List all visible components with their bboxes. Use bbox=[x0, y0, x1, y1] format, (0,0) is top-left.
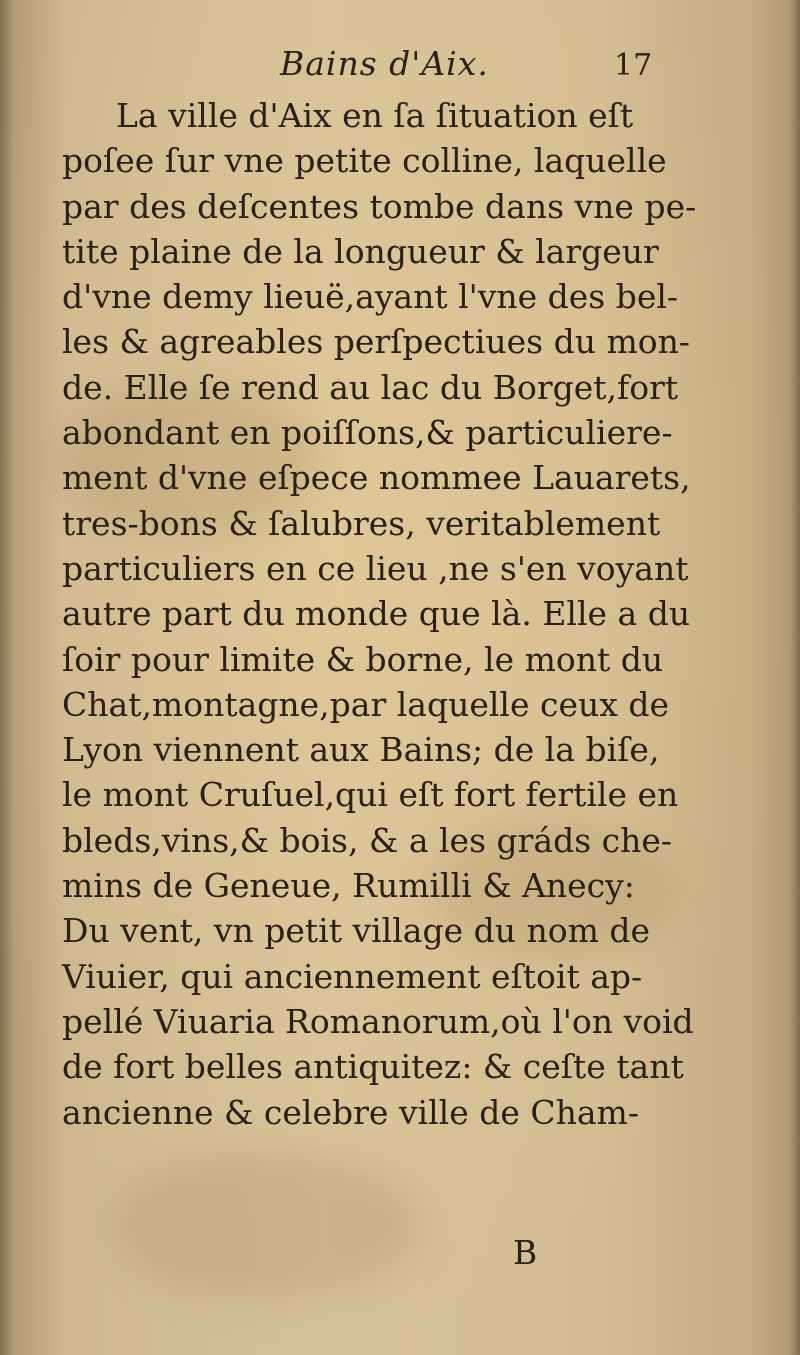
text-line: autre part du monde que là. Elle a du bbox=[62, 594, 691, 634]
text-line: Chat,montagne,par laquelle ceux de bbox=[62, 684, 670, 724]
text-line: ſoir pour limite & borne, le mont du bbox=[62, 639, 664, 679]
text-line: par des deſcentes tombe dans vne pe- bbox=[62, 186, 697, 226]
text-line: le mont Cruſuel,qui eſt fort fertile en bbox=[62, 775, 679, 815]
text-line: tite plaine de la longueur & largeur bbox=[62, 231, 659, 271]
text-line: d'vne demy lieuë,ayant l'vne des bel- bbox=[62, 277, 679, 317]
page-number: 17 bbox=[614, 48, 653, 83]
paper-stain bbox=[120, 1150, 420, 1300]
page-edge-shadow bbox=[790, 0, 800, 1355]
text-line: de fort belles antiquitez: & ceſte tant bbox=[62, 1047, 684, 1087]
text-line: mins de Geneue, Rumilli & Anecy: bbox=[62, 866, 635, 906]
page-header bbox=[0, 44, 800, 94]
signature-mark: B bbox=[513, 1233, 538, 1272]
text-line: abondant en poiſſons,& particuliere- bbox=[62, 413, 673, 453]
text-line: poſee ſur vne petite colline, laquelle bbox=[62, 141, 667, 181]
page-gutter-shadow bbox=[0, 0, 14, 1355]
text-line: tres-bons & ſalubres, veritablement bbox=[62, 503, 661, 543]
text-line: Du vent, vn petit village du nom de bbox=[62, 911, 651, 951]
text-line: Lyon viennent aux Bains; de la biſe, bbox=[62, 730, 660, 770]
text-line: les & agreables perſpectiues du mon- bbox=[62, 322, 691, 362]
text-line: particuliers en ce lieu ,ne s'en voyant bbox=[62, 548, 689, 588]
body-text bbox=[62, 93, 697, 1135]
text-line: ancienne & celebre ville de Cham- bbox=[62, 1092, 639, 1132]
text-line: La ville d'Aix en ſa ſituation eſt bbox=[116, 96, 634, 135]
text-line: bleds,vins,& bois, & a les gráds che- bbox=[62, 820, 673, 860]
text-line: Viuier, qui anciennement eſtoit ap- bbox=[62, 956, 643, 996]
running-head: Bains d'Aix. bbox=[280, 44, 489, 83]
text-line: ment d'vne eſpece nommee Lauarets, bbox=[62, 458, 691, 498]
text-line: pellé Viuaria Romanorum,où l'on void bbox=[62, 1001, 694, 1041]
text-line: de. Elle ſe rend au lac du Borget,fort bbox=[62, 367, 679, 407]
